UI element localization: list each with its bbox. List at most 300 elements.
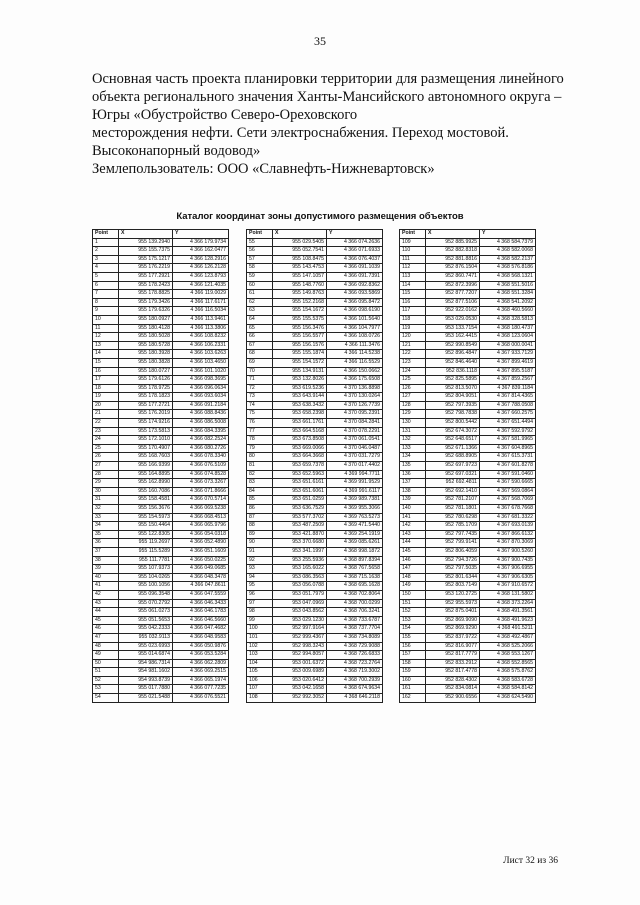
- table-row: [247, 616, 383, 625]
- point-cell: 145: [400, 547, 426, 556]
- x-cell: 953 664.5168: [273, 427, 327, 436]
- table-row: [400, 539, 536, 548]
- document-heading: [92, 70, 572, 178]
- table-row: [400, 505, 536, 514]
- y-cell: 4 366 050.0225: [173, 556, 229, 565]
- table-row: [247, 367, 383, 376]
- table-row: [247, 676, 383, 685]
- y-cell: 4 366 103.4650: [173, 358, 229, 367]
- table-row: [400, 479, 536, 488]
- x-cell: 955 178.1823: [119, 393, 173, 402]
- x-cell: 955 023.6993: [119, 642, 173, 651]
- table-row: [93, 608, 229, 617]
- y-cell: 4 369 991.6117: [327, 487, 383, 496]
- table-row: [400, 444, 536, 453]
- table-row: [93, 393, 229, 402]
- table-row: [93, 462, 229, 471]
- y-cell: 4 366 179.9734: [173, 238, 229, 247]
- point-cell: 41: [93, 582, 119, 591]
- x-cell: 952 882.8318: [426, 247, 480, 256]
- table-row: [93, 290, 229, 299]
- y-cell: 4 366 076.4037: [327, 255, 383, 264]
- point-cell: 141: [400, 513, 426, 522]
- table-row: [93, 694, 229, 703]
- table-row: [93, 513, 229, 522]
- table-row: [400, 264, 536, 273]
- y-cell: 4 366 046.3433: [173, 599, 229, 608]
- point-cell: 50: [93, 659, 119, 668]
- table-row: [400, 547, 536, 556]
- table-row: [400, 642, 536, 651]
- table-row: [247, 298, 383, 307]
- point-cell: 96: [247, 590, 273, 599]
- point-cell: 78: [247, 436, 273, 445]
- y-cell: 4 368 719.3002: [327, 668, 383, 677]
- point-cell: 69: [247, 358, 273, 367]
- table-row: [93, 436, 229, 445]
- x-cell: 955 172.1010: [119, 436, 173, 445]
- point-cell: 95: [247, 582, 273, 591]
- x-cell: 955 180.5728: [119, 341, 173, 350]
- x-cell: 953 651.6161: [273, 479, 327, 488]
- table-row: [93, 505, 229, 514]
- table-row: [93, 582, 229, 591]
- x-cell: 952 804.9051: [426, 393, 480, 402]
- y-cell: 4 368 998.1872: [327, 547, 383, 556]
- table-row: [400, 651, 536, 660]
- point-cell: 81: [247, 462, 273, 471]
- table-row: [93, 376, 229, 385]
- x-cell: 955 154.1672: [273, 307, 327, 316]
- x-cell: 953 673.8508: [273, 436, 327, 445]
- y-cell: 4 367 900.7435: [480, 556, 536, 565]
- point-cell: 109: [400, 238, 426, 247]
- x-cell: 952 806.4059: [426, 547, 480, 556]
- x-cell: 955 156.3676: [119, 505, 173, 514]
- table-row: [93, 556, 229, 565]
- x-cell: 952 671.1366: [426, 444, 480, 453]
- table-row: [247, 358, 383, 367]
- point-cell: 134: [400, 453, 426, 462]
- point-cell: 108: [247, 694, 273, 703]
- table-row: [400, 530, 536, 539]
- table-row: [400, 608, 536, 617]
- y-cell: 4 366 093.6034: [173, 393, 229, 402]
- point-cell: 127: [400, 393, 426, 402]
- x-cell: 953 086.3563: [273, 573, 327, 582]
- y-cell: 4 366 070.5714: [173, 496, 229, 505]
- y-cell: 4 366 114.5238: [327, 350, 383, 359]
- point-cell: 33: [93, 513, 119, 522]
- y-cell: 4 368 897.8394: [327, 556, 383, 565]
- heading-line: объекта регионального значения Ханты-Мансийского автономного округа –: [92, 89, 562, 105]
- x-cell: 955 156.5577: [273, 333, 327, 342]
- point-cell: 32: [93, 505, 119, 514]
- point-cell: 123: [400, 358, 426, 367]
- point-cell: 16: [93, 367, 119, 376]
- table-row: [247, 599, 383, 608]
- point-cell: 159: [400, 668, 426, 677]
- table-row: [93, 487, 229, 496]
- point-cell: 21: [93, 410, 119, 419]
- y-cell: 4 369 994.7711: [327, 470, 383, 479]
- table-row: [93, 625, 229, 634]
- table-row: [247, 513, 383, 522]
- table-row: [93, 333, 229, 342]
- x-cell: 955 158.4581: [119, 496, 173, 505]
- x-cell: 955 179.6326: [119, 307, 173, 316]
- table-row: [93, 573, 229, 582]
- table-row: [93, 272, 229, 281]
- point-cell: 79: [247, 444, 273, 453]
- table-row: [400, 513, 536, 522]
- y-cell: 4 368 373.2264: [480, 599, 536, 608]
- point-cell: 3: [93, 255, 119, 264]
- table-row: [247, 436, 383, 445]
- y-cell: 4 366 065.1974: [173, 676, 229, 685]
- x-cell: 953 042.1658: [273, 685, 327, 694]
- point-cell: 77: [247, 427, 273, 436]
- x-cell: 953 636.7529: [273, 505, 327, 514]
- x-cell: 952 794.3726: [426, 556, 480, 565]
- point-cell: 52: [93, 676, 119, 685]
- y-cell: 4 369 471.5440: [327, 522, 383, 531]
- table-row: [247, 530, 383, 539]
- x-cell: 953 421.8870: [273, 530, 327, 539]
- y-cell: 4 366 065.9796: [173, 522, 229, 531]
- table-row: [247, 539, 383, 548]
- x-cell: 955 166.9399: [119, 462, 173, 471]
- point-cell: 39: [93, 565, 119, 574]
- table-row: [400, 685, 536, 694]
- y-cell: 4 368 460.5660: [480, 307, 536, 316]
- x-cell: 952 798.7838: [426, 410, 480, 419]
- point-cell: 15: [93, 358, 119, 367]
- x-cell: 955 021.5488: [119, 694, 173, 703]
- x-cell: 955 179.6126: [119, 376, 173, 385]
- table-row: [93, 453, 229, 462]
- point-cell: 72: [247, 384, 273, 393]
- y-cell: 4 369 989.7381: [327, 496, 383, 505]
- y-cell: 4 366 106.2331: [173, 341, 229, 350]
- point-cell: 45: [93, 616, 119, 625]
- y-cell: 4 368 541.2092: [480, 298, 536, 307]
- point-cell: 91: [247, 547, 273, 556]
- y-cell: 4 367 906.6955: [480, 565, 536, 574]
- y-cell: 4 368 552.8565: [480, 659, 536, 668]
- table-row: [93, 633, 229, 642]
- y-cell: 4 367 590.6665: [480, 479, 536, 488]
- y-cell: 4 366 071.8666: [173, 487, 229, 496]
- x-cell: 952 833.2912: [426, 659, 480, 668]
- table-row: [93, 539, 229, 548]
- table-row: [247, 376, 383, 385]
- y-cell: 4 368 525.2066: [480, 642, 536, 651]
- point-cell: 13: [93, 341, 119, 350]
- heading-line: Югры «Обустройство Северо-Ореховского: [92, 107, 358, 123]
- table-row: [93, 496, 229, 505]
- y-cell: 4 366 119.0029: [173, 290, 229, 299]
- y-cell: 4 366 077.7235: [173, 685, 229, 694]
- x-cell: 952 885.9925: [426, 238, 480, 247]
- x-cell: 952 801.6344: [426, 573, 480, 582]
- point-cell: 64: [247, 315, 273, 324]
- point-cell: 31: [93, 496, 119, 505]
- point-cell: 23: [93, 427, 119, 436]
- point-cell: 22: [93, 419, 119, 428]
- point-cell: 83: [247, 479, 273, 488]
- x-cell: 953 047.0969: [273, 599, 327, 608]
- table-row: [247, 264, 383, 273]
- table-row: [247, 333, 383, 342]
- y-cell: 4 367 601.8278: [480, 462, 536, 471]
- table-row: [93, 479, 229, 488]
- point-cell: 148: [400, 573, 426, 582]
- point-cell: 152: [400, 608, 426, 617]
- y-cell: 4 366 104.7977: [327, 324, 383, 333]
- point-cell: 14: [93, 350, 119, 359]
- table-row: [93, 599, 229, 608]
- y-cell: 4 366 051.1609: [173, 547, 229, 556]
- table-row: [247, 444, 383, 453]
- x-cell: 955 180.4128: [119, 324, 173, 333]
- y-cell: 4 366 116.5529: [327, 358, 383, 367]
- point-cell: 128: [400, 401, 426, 410]
- y-cell: 4 367 866.6132: [480, 530, 536, 539]
- x-cell: 955 017.7880: [119, 685, 173, 694]
- point-cell: 60: [247, 281, 273, 290]
- x-cell: 955 139.2940: [119, 238, 173, 247]
- table-row: [93, 659, 229, 668]
- point-cell: 143: [400, 530, 426, 539]
- table-row: [93, 264, 229, 273]
- point-cell: 66: [247, 333, 273, 342]
- x-cell: 955 155.1874: [273, 350, 327, 359]
- y-cell: 4 368 702.8064: [327, 590, 383, 599]
- y-cell: 4 367 651.4494: [480, 419, 536, 428]
- point-cell: 104: [247, 659, 273, 668]
- x-cell: 955 014.6874: [119, 651, 173, 660]
- table-row: [400, 272, 536, 281]
- y-cell: 4 367 569.0864: [480, 487, 536, 496]
- y-cell: 4 370 061.0541: [327, 436, 383, 445]
- x-cell: 953 652.5963: [273, 470, 327, 479]
- point-cell: 59: [247, 272, 273, 281]
- x-cell: 952 648.6517: [426, 436, 480, 445]
- y-cell: 4 368 695.1628: [327, 582, 383, 591]
- table-row: [93, 367, 229, 376]
- point-cell: 121: [400, 341, 426, 350]
- y-cell: 4 366 050.9876: [173, 642, 229, 651]
- point-cell: 100: [247, 625, 273, 634]
- x-cell: 952 896.4847: [426, 350, 480, 359]
- x-cell: 952 797.3935: [426, 401, 480, 410]
- x-cell: 952 837.9722: [426, 633, 480, 642]
- y-cell: 4 367 660.2575: [480, 410, 536, 419]
- table-row: [247, 582, 383, 591]
- x-cell: 952 877.7207: [426, 290, 480, 299]
- y-cell: 4 368 674.9634: [327, 685, 383, 694]
- table-row: [93, 324, 229, 333]
- point-cell: 89: [247, 530, 273, 539]
- x-cell: 955 149.8763: [273, 290, 327, 299]
- column-header-y: Y: [327, 230, 383, 239]
- table-row: [93, 616, 229, 625]
- x-cell: 952 875.0401: [426, 608, 480, 617]
- table-row: [400, 358, 536, 367]
- y-cell: 4 366 091.2184: [173, 401, 229, 410]
- y-cell: 4 368 706.3241: [327, 608, 383, 617]
- point-cell: 43: [93, 599, 119, 608]
- x-cell: 955 122.8305: [119, 530, 173, 539]
- y-cell: 4 368 551.3284: [480, 290, 536, 299]
- point-cell: 11: [93, 324, 119, 333]
- table-row: [247, 393, 383, 402]
- y-cell: 4 368 492.4867: [480, 633, 536, 642]
- y-cell: 4 368 131.5802: [480, 590, 536, 599]
- table-row: [400, 462, 536, 471]
- table-row: [93, 651, 229, 660]
- y-cell: 4 366 126.2128: [173, 264, 229, 273]
- table-row: [247, 324, 383, 333]
- y-cell: 4 369 955.3066: [327, 505, 383, 514]
- point-cell: 84: [247, 487, 273, 496]
- point-cell: 114: [400, 281, 426, 290]
- x-cell: 953 043.8562: [273, 608, 327, 617]
- point-cell: 102: [247, 642, 273, 651]
- y-cell: 4 369 763.5273: [327, 513, 383, 522]
- y-cell: 4 368 715.1638: [327, 573, 383, 582]
- x-cell: 955 111.7781: [119, 556, 173, 565]
- x-cell: 953 651.6061: [273, 487, 327, 496]
- coordinates-table-2: [246, 229, 383, 703]
- point-cell: 25: [93, 444, 119, 453]
- x-cell: 955 156.3476: [273, 324, 327, 333]
- y-cell: 4 368 180.4737: [480, 324, 536, 333]
- table-row: [400, 556, 536, 565]
- point-cell: 36: [93, 539, 119, 548]
- y-cell: 4 366 093.5869: [327, 290, 383, 299]
- table-row: [400, 599, 536, 608]
- point-cell: 88: [247, 522, 273, 531]
- y-cell: 4 366 108.8232: [173, 333, 229, 342]
- point-cell: 125: [400, 376, 426, 385]
- y-cell: 4 368 582.0068: [480, 247, 536, 256]
- x-cell: 952 869.9290: [426, 625, 480, 634]
- table-row: [247, 496, 383, 505]
- table-row: [93, 281, 229, 290]
- column-header-point: Point: [93, 230, 119, 239]
- table-row: [93, 427, 229, 436]
- point-cell: 101: [247, 633, 273, 642]
- table-row: [400, 487, 536, 496]
- y-cell: 4 366 091.1039: [327, 264, 383, 273]
- x-cell: 953 341.1997: [273, 547, 327, 556]
- x-cell: 955 177.2921: [119, 272, 173, 281]
- y-cell: 4 366 082.2524: [173, 436, 229, 445]
- table-row: [247, 238, 383, 247]
- table-row: [247, 462, 383, 471]
- point-cell: 6: [93, 281, 119, 290]
- x-cell: 955 168.7603: [119, 453, 173, 462]
- x-cell: 952 803.7149: [426, 582, 480, 591]
- x-cell: 953 001.6372: [273, 659, 327, 668]
- y-cell: 4 366 084.3395: [173, 427, 229, 436]
- point-cell: 153: [400, 616, 426, 625]
- table-row: [247, 341, 383, 350]
- point-cell: 144: [400, 539, 426, 548]
- x-cell: 955 175.1217: [119, 255, 173, 264]
- point-cell: 160: [400, 676, 426, 685]
- point-cell: 70: [247, 367, 273, 376]
- table-row: [93, 298, 229, 307]
- point-cell: 117: [400, 307, 426, 316]
- table-row: [93, 590, 229, 599]
- x-cell: 952 846.4640: [426, 358, 480, 367]
- y-cell: 4 366 068.4513: [173, 513, 229, 522]
- table-row: [247, 651, 383, 660]
- table-row: [247, 547, 383, 556]
- x-cell: 953 661.1761: [273, 419, 327, 428]
- table-row: [247, 470, 383, 479]
- x-cell: 955 051.5653: [119, 616, 173, 625]
- y-cell: 4 367 678.7668: [480, 505, 536, 514]
- y-cell: 4 368 583.6728: [480, 676, 536, 685]
- point-cell: 157: [400, 651, 426, 660]
- x-cell: 955 152.2168: [273, 298, 327, 307]
- point-cell: 154: [400, 625, 426, 634]
- point-cell: 29: [93, 479, 119, 488]
- x-cell: 955 176.2219: [119, 264, 173, 273]
- x-cell: 952 688.8905: [426, 453, 480, 462]
- table-caption: Каталог координат зоны допустимого размещения объектов: [176, 211, 464, 222]
- y-cell: 4 366 054.0318: [173, 530, 229, 539]
- y-cell: 4 368 551.5016: [480, 281, 536, 290]
- y-cell: 4 367 899.4619: [480, 358, 536, 367]
- table-row: [93, 410, 229, 419]
- table-row: [93, 522, 229, 531]
- x-cell: 952 869.9090: [426, 616, 480, 625]
- x-cell: 952 992.3052: [273, 694, 327, 703]
- point-cell: 54: [93, 694, 119, 703]
- table-row: [400, 582, 536, 591]
- point-cell: 115: [400, 290, 426, 299]
- point-cell: 38: [93, 556, 119, 565]
- x-cell: 952 692.4811: [426, 479, 480, 488]
- x-cell: 953 162.4415: [426, 333, 480, 342]
- column-header-point: Point: [400, 230, 426, 239]
- y-cell: 4 367 693.0139: [480, 522, 536, 531]
- table-row: [247, 307, 383, 316]
- y-cell: 4 366 162.0477: [173, 247, 229, 256]
- heading-line: месторождения нефти. Сети электроснабжения. Переход мостовой.: [92, 125, 509, 141]
- x-cell: 952 781.1801: [426, 505, 480, 514]
- y-cell: 4 368 767.5658: [327, 565, 383, 574]
- point-cell: 147: [400, 565, 426, 574]
- y-cell: 4 368 729.9088: [327, 642, 383, 651]
- point-cell: 110: [400, 247, 426, 256]
- table-row: [247, 565, 383, 574]
- y-cell: 4 369 254.1919: [327, 530, 383, 539]
- y-cell: 4 366 046.5660: [173, 616, 229, 625]
- y-cell: 4 366 076.5109: [173, 462, 229, 471]
- point-cell: 93: [247, 565, 273, 574]
- y-cell: 4 366 047.5559: [173, 590, 229, 599]
- x-cell: 953 487.2509: [273, 522, 327, 531]
- point-cell: 56: [247, 247, 273, 256]
- x-cell: 952 877.5106: [426, 298, 480, 307]
- table-row: [400, 625, 536, 634]
